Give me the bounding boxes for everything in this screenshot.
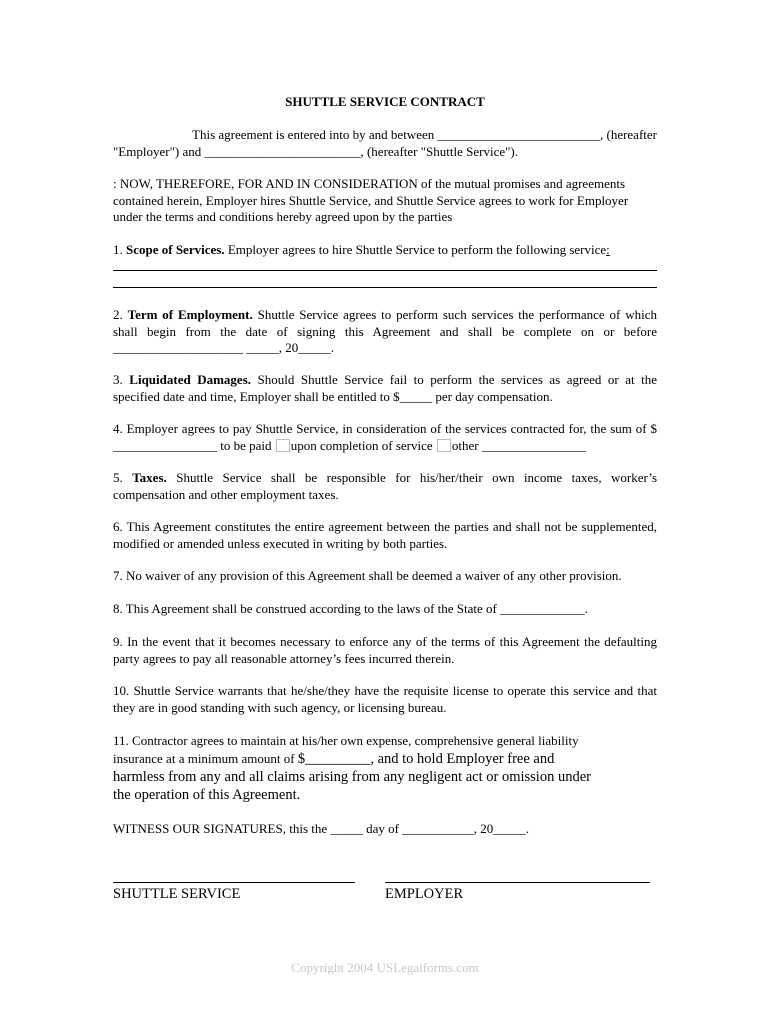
section-1-heading: Scope of Services. [126, 242, 225, 257]
section-9-attorney-fees: 9. In the event that it becomes necessary to enforce any of the terms of this Agreement the defaulting party agrees to pay all reasonable attorney’s fees incurred therein. [113, 634, 657, 666]
section-5-heading: Taxes. [132, 470, 167, 485]
scope-blank-line-1 [113, 270, 657, 271]
intro-line-2: "Employer") and ________________________, (hereafter "Shuttle Service"). [113, 143, 518, 159]
signature-line-employer[interactable] [385, 882, 650, 883]
section-1-text: Employer agrees to hire Shuttle Service to perform the following service [227, 242, 607, 257]
section-7-waiver: 7. No waiver of any provision of this Agreement shall be deemed a waiver of any other provision. [113, 568, 622, 583]
signature-label-employer: EMPLOYER [385, 886, 464, 902]
completion-checkbox[interactable] [276, 439, 290, 452]
section-3-number: 3. [113, 372, 123, 387]
option-completion-label: upon completion of service [290, 437, 433, 453]
section-3-text: Should Shuttle Service fail to perform the services as agreed or at the specified date and time, Employer shall be entitled to $_____ per day compensation. [113, 372, 658, 404]
section-8-governing-law: 8. This Agreement shall be construed according to the laws of the State of _____________. [113, 601, 588, 616]
section-2-term [113, 307, 657, 357]
signature-line-shuttle-service[interactable] [113, 882, 355, 883]
section-1-number: 1. [113, 242, 123, 257]
section-2-number: 2. [113, 307, 123, 322]
section-1-scope [113, 242, 657, 259]
scope-blank-line-2 [113, 287, 657, 288]
document-title: SHUTTLE SERVICE CONTRACT [285, 94, 485, 109]
section-11-line-3: harmless from any and all claims arising from any negligent act or omission under [113, 768, 591, 785]
section-11-line-2b: $_________, and to hold Employer free and [297, 750, 555, 767]
option-other-label: other ________________ [451, 437, 586, 453]
section-2-text: Shuttle Service agrees to perform such services the performance of which shall begin from the date of signing this Agreement and shall be complete on or before ____________________ _____, 20_____. [113, 307, 658, 355]
intro-paragraph [113, 127, 657, 160]
section-3-heading: Liquidated Damages. [129, 372, 252, 387]
whereas-paragraph: : NOW, THEREFORE, FOR AND IN CONSIDERATION of the mutual promises and agreements contained herein, Employer hires Shuttle Service, and Shuttle Service agrees to work for Employer under the terms and conditions hereby agreed upon by the parties [113, 176, 629, 224]
section-4-text: 4. Employer agrees to pay Shuttle Service, in consideration of the services contracted for, the sum of $ ________________ to be paid [113, 421, 657, 453]
section-1-colon: : [606, 242, 610, 257]
signature-label-shuttle-service: SHUTTLE SERVICE [113, 886, 241, 902]
section-11-line-4: the operation of this Agreement. [113, 786, 301, 803]
section-4-payment [113, 421, 657, 454]
other-checkbox[interactable] [437, 439, 451, 452]
intro-line-1: This agreement is entered into by and between _________________________, (hereafter [192, 127, 657, 142]
section-3-damages [113, 372, 657, 405]
section-11-insurance [113, 733, 657, 804]
copyright-footer: Copyright 2004 USLegalforms.com [291, 960, 479, 975]
section-10-license: 10. Shuttle Service warrants that he/she/they have the requisite license to operate this service and that they are in good standing with such agency, or licensing bureau. [113, 683, 657, 715]
section-5-taxes [113, 470, 657, 503]
section-5-text: Shuttle Service shall be responsible for his/her/their own income taxes, worker’s compensation and other employment taxes. [113, 470, 658, 502]
section-5-number: 5. [113, 470, 123, 485]
section-11-line-2a: insurance at a minimum amount of [113, 750, 295, 766]
section-2-heading: Term of Employment. [127, 307, 253, 322]
witness-line: WITNESS OUR SIGNATURES, this the _____ day of ___________, 20_____. [113, 821, 529, 836]
section-11-line-1: 11. Contractor agrees to maintain at his/her own expense, comprehensive general liability [113, 733, 579, 748]
section-6-entire-agreement: 6. This Agreement constitutes the entire agreement between the parties and shall not be supplemented, modified or amended unless executed in writing by both parties. [113, 519, 657, 551]
